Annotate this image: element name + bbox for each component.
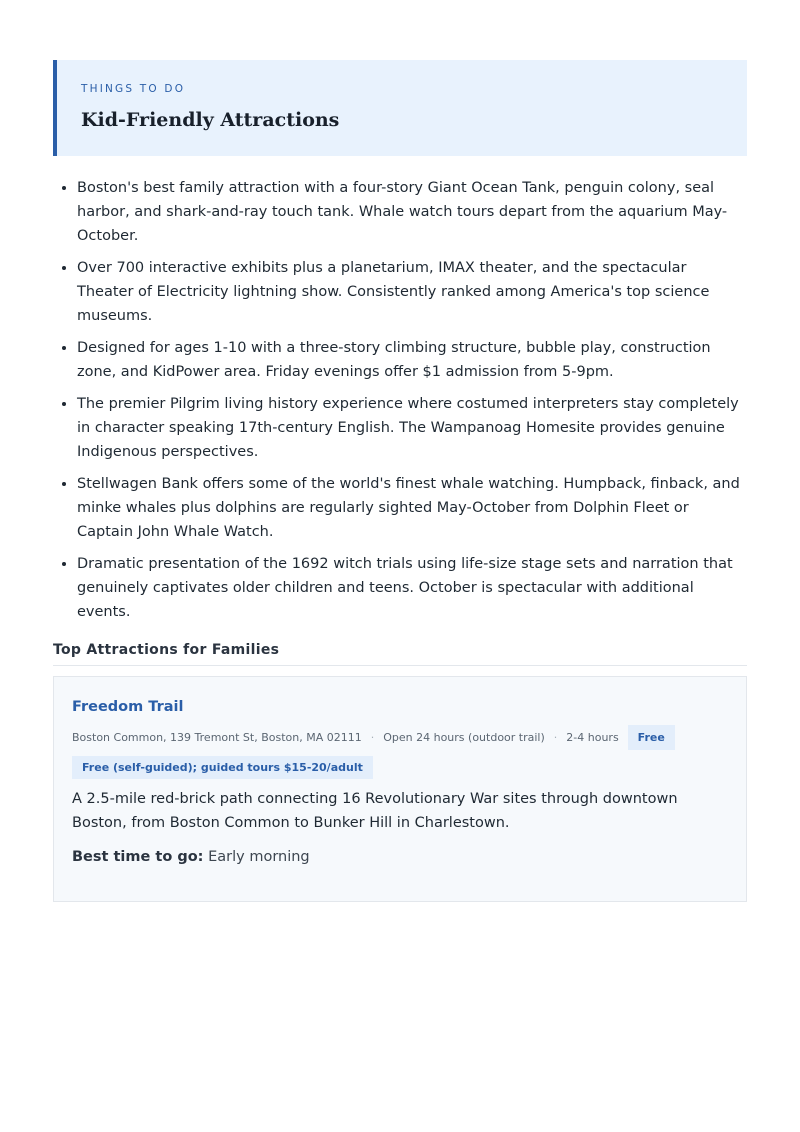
- attraction-description: A 2.5-mile red-brick path connecting 16 Revolutionary War sites through downtown Boston, from Boston Common to Bunker Hill in Charlestown.: [72, 791, 678, 831]
- attraction-address: Boston Common, 139 Tremont St, Boston, MA 02111: [72, 731, 362, 744]
- page-title: Kid-Friendly Attractions: [81, 109, 340, 131]
- list-item: • Over 700 interactive exhibits plus a planetarium, IMAX theater, and the spectacular Theater of Electricity lightning show. Consistently ranked among America's top science museums.: [77, 256, 747, 328]
- list-item: • Boston's best family attraction with a four-story Giant Ocean Tank, penguin colony, seal harbor, and shark-and-ray touch tank. Whale watch tours depart from the aquarium May-October.: [77, 176, 747, 248]
- attraction-highlights-list: [53, 176, 747, 624]
- cost-badge: Free: [628, 725, 675, 750]
- section-heading: Top Attractions for Families: [53, 642, 747, 666]
- list-item: • Stellwagen Bank offers some of the world's finest whale watching. Humpback, finback, and minke whales plus dolphins are regularly sighted May-October from Dolphin Fleet or Captain John Whale Watch.: [77, 472, 747, 544]
- attraction-card: [53, 676, 747, 902]
- attraction-duration: 2-4 hours: [566, 731, 619, 744]
- attraction-meta: [72, 725, 728, 750]
- list-item: • The premier Pilgrim living history experience where costumed interpreters stay completely in character speaking 17th-century English. The Wampanoag Homesite provides genuine Indigenous perspectives.: [77, 392, 747, 464]
- list-item: • Dramatic presentation of the 1692 witch trials using life-size stage sets and narration that genuinely captivates older children and teens. October is spectacular with additional events.: [77, 552, 747, 624]
- meta-separator: ·: [553, 731, 558, 744]
- best-time-label: Best time to go:: [72, 849, 204, 865]
- best-time: [72, 845, 728, 869]
- meta-separator: ·: [370, 731, 375, 744]
- attraction-title[interactable]: Freedom Trail: [72, 699, 184, 715]
- price-badge: Free (self-guided); guided tours $15-20/adult: [72, 756, 373, 779]
- best-time-value: Early morning: [208, 849, 310, 865]
- attraction-hours: Open 24 hours (outdoor trail): [383, 731, 545, 744]
- list-item: • Designed for ages 1-10 with a three-story climbing structure, bubble play, construction zone, and KidPower area. Friday evenings offer $1 admission from 5-9pm.: [77, 336, 747, 384]
- eyebrow-label: THINGS TO DO: [81, 83, 186, 95]
- page-header: [53, 60, 747, 156]
